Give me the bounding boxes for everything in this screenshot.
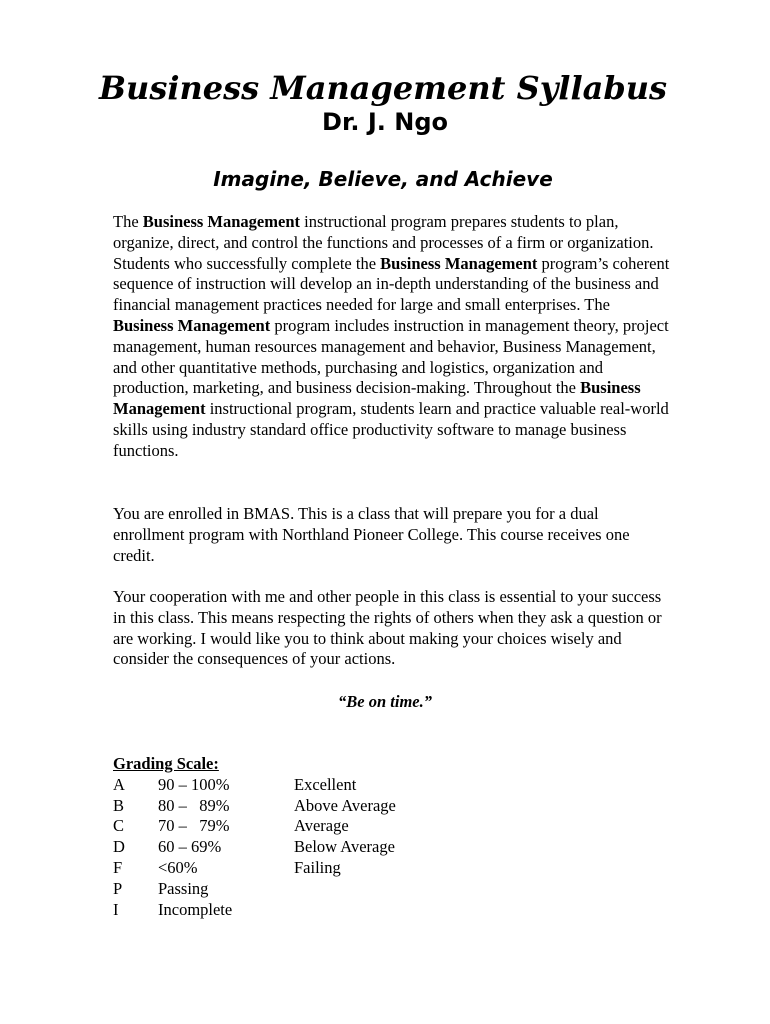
cooperation-paragraph: Your cooperation with me and other people in this class is essential to your success in this class. This means respecting the rights of others when they ask a question or are working. I would like you to think about making your choices wisely and consider the consequences of your actions. xyxy=(113,587,662,669)
program-name-bold: Business Management xyxy=(380,253,538,273)
grade-description: Excellent xyxy=(294,774,357,794)
grade-letter: C xyxy=(113,816,125,836)
grade-letter: A xyxy=(113,774,125,794)
grade-letter: B xyxy=(113,795,125,815)
grade-range: 90 – 100% xyxy=(158,774,230,794)
enrollment-paragraph: You are enrolled in BMAS. This is a class that will prepare you for a dual enrollment program with Northland Pioneer College. This course receives one credit. xyxy=(113,504,630,565)
quote: “Be on time.” xyxy=(338,692,432,711)
grade-row xyxy=(113,879,513,900)
grade-letter: D xyxy=(113,837,125,857)
intro-text: The xyxy=(113,212,143,231)
intro-paragraph xyxy=(113,212,673,462)
program-name-bold: Business Management xyxy=(113,378,641,419)
program-name-bold: Business Management xyxy=(113,315,271,335)
grade-range: 70 – 79% xyxy=(158,816,230,836)
grade-description: Below Average xyxy=(294,837,395,857)
grade-row xyxy=(113,858,513,879)
grade-description: Average xyxy=(294,816,349,836)
intro-text: program includes instruction in management theory, project management, human resources management and behavior, Business Management, and other quantitative methods, purchasing and logistics, organization and production, marketing, and business decision-making. Throughout the xyxy=(113,315,669,398)
grade-row xyxy=(113,900,513,921)
page-title: Business Management Syllabus xyxy=(99,69,667,107)
grade-row xyxy=(113,796,513,817)
grade-letter: F xyxy=(113,857,123,877)
grade-row xyxy=(113,775,513,796)
intro-text: instructional program prepares students to plan, organize, direct, and control the functions and processes of a firm or organization. Students who successfully complete the xyxy=(113,212,654,273)
grade-range: 80 – 89% xyxy=(158,795,230,815)
grade-row xyxy=(113,837,513,858)
grade-range: Passing xyxy=(158,878,209,898)
grade-letter: P xyxy=(113,878,123,898)
intro-text: program’s coherent sequence of instruction will develop an in-depth understanding of the business and financial management practices needed for large and small enterprises. The xyxy=(113,253,670,315)
grading-scale xyxy=(113,754,513,920)
grade-row xyxy=(113,816,513,837)
grade-description: Above Average xyxy=(294,795,396,815)
intro-text: instructional program, students learn and practice valuable real-world skills using industry standard office productivity software to manage business functions. xyxy=(113,399,669,460)
program-name-bold: Business Management xyxy=(142,212,300,231)
grade-description: Failing xyxy=(294,857,341,877)
grade-range: <60% xyxy=(158,857,198,877)
motto: Imagine, Believe, and Achieve xyxy=(213,167,553,191)
author-name: Dr. J. Ngo xyxy=(322,108,448,136)
grade-range: Incomplete xyxy=(158,899,233,919)
grade-letter: I xyxy=(113,899,119,919)
grading-scale-heading: Grading Scale: xyxy=(113,754,219,773)
grade-range: 60 – 69% xyxy=(158,837,222,857)
